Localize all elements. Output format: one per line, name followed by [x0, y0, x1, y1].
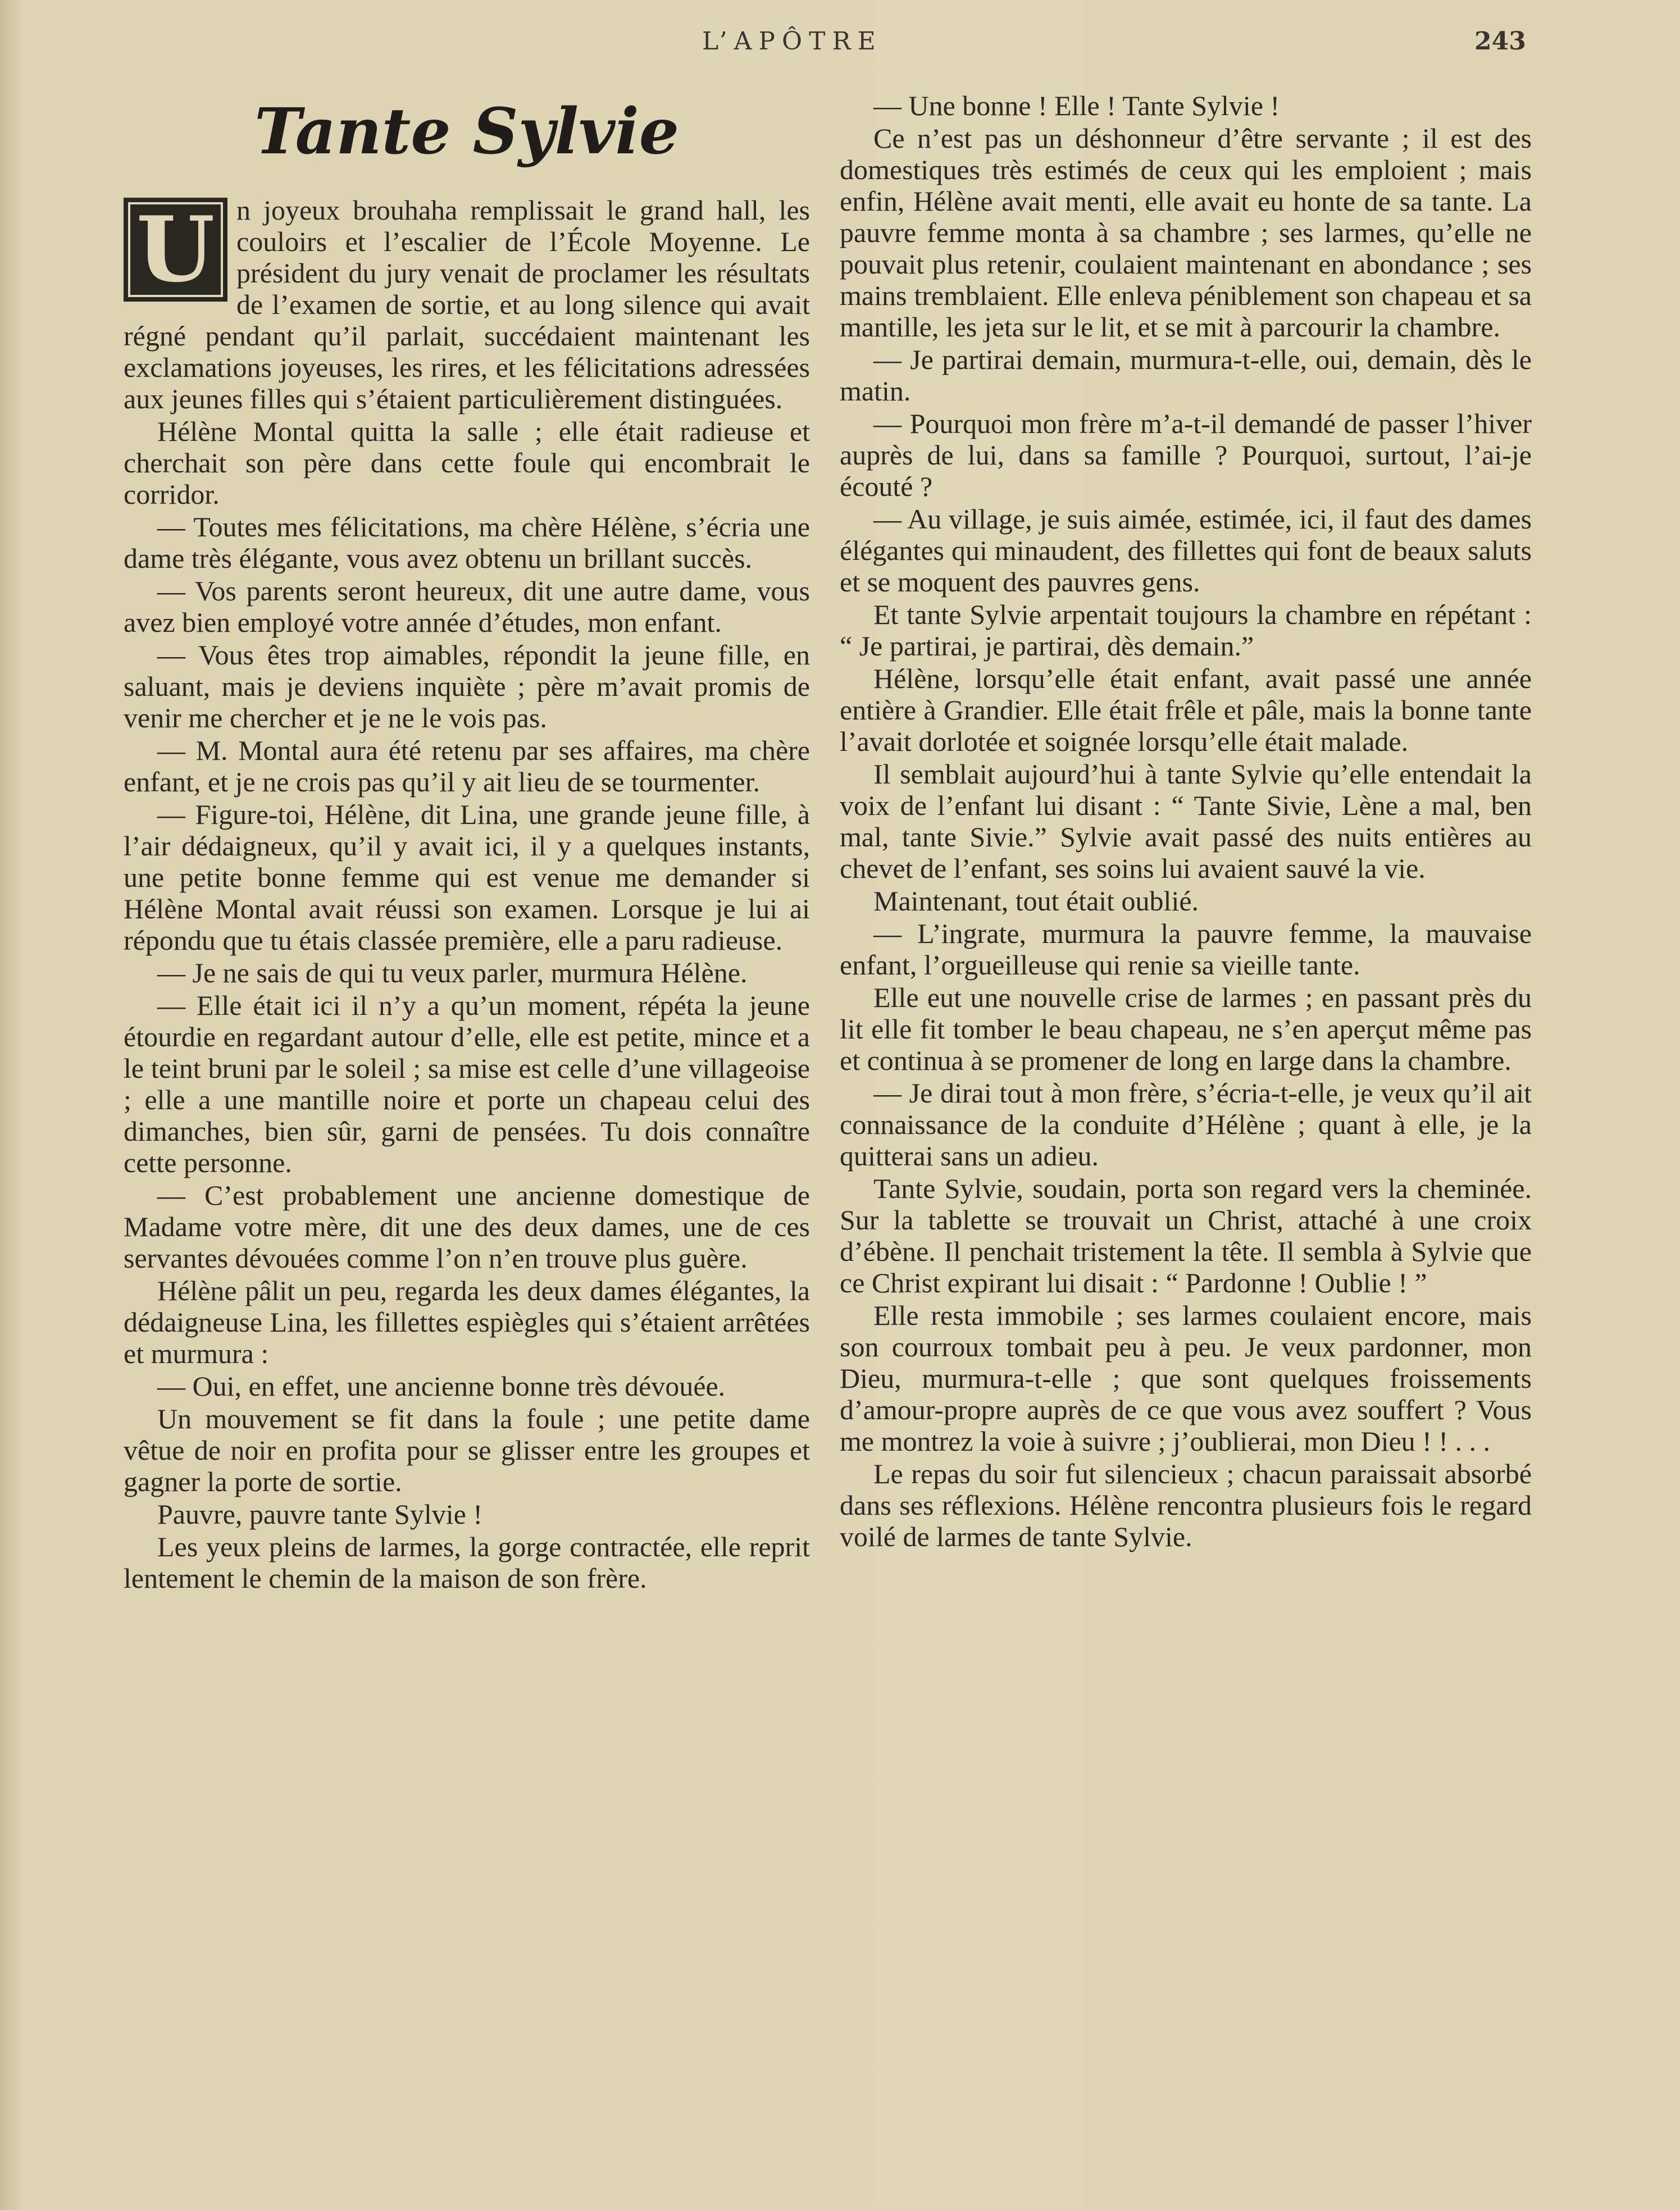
paragraph: Pauvre, pauvre tante Sylvie !	[157, 1498, 482, 1530]
paragraph: Elle resta immobile ; ses larmes coulaient encore, mais son courroux tombait peu à peu. Je veux pardonner, mon Dieu, murmura-t-elle ; que sont quelques froissements d’amour-propre auprès de ce que vous avez souffert ? Vous me montrez la voie à suivre ; j’oublierai, mon Dieu ! ! . . .	[840, 1300, 1532, 1457]
paragraph: Les yeux pleins de larmes, la gorge contractée, elle reprit lentement le chemin de la maison de son frère.	[124, 1531, 810, 1594]
paragraph: Elle eut une nouvelle crise de larmes ; en passant près du lit elle fit tomber le beau chapeau, ne s’en aperçut même pas et continua à se promener de long en large dans la chambre.	[840, 982, 1532, 1076]
paragraph: — C’est probablement une ancienne domestique de Madame votre mère, dit une des deux dames, une de ces servantes dévouées comme l’on n’en trouve plus guère.	[124, 1179, 810, 1274]
paragraph: — Une bonne ! Elle ! Tante Sylvie !	[873, 90, 1280, 121]
paragraph: — Toutes mes félicitations, ma chère Hélène, s’écria une dame très élégante, vous avez obtenu un brillant succès.	[124, 511, 810, 574]
drop-cap-ornament: U	[124, 198, 227, 302]
paragraph: — Pourquoi mon frère m’a-t-il demandé de passer l’hiver auprès de lui, dans sa famille ? Pourquoi, surtout, l’ai-je écouté ?	[840, 408, 1532, 502]
paragraph: Un mouvement se fit dans la foule ; une petite dame vêtue de noir en profita pour se glisser entre les groupes et gagner la porte de sortie.	[124, 1403, 810, 1497]
running-head: L’APÔTRE	[702, 27, 882, 56]
paragraph-text: n joyeux brouhaha remplissait le grand hall, les couloirs et l’escalier de l’École Moyenne. Le président du jury venait de proclamer les résultats de l’examen de sortie, et au long silence qui avait régné pendant qu’il parlait, succédaient maintenant les exclamations joyeuses, les rires, et les félicitations adressées aux jeunes filles qui s’étaient particulièrement distinguées.	[124, 194, 810, 414]
left-column	[124, 90, 810, 1595]
paragraph: Maintenant, tout était oublié.	[873, 885, 1199, 917]
paragraph: Hélène pâlit un peu, regarda les deux dames élégantes, la dédaigneuse Lina, les fillettes espiègles qui s’étaient arrêtées et murmura :	[124, 1275, 810, 1369]
paragraph: — Je ne sais de qui tu veux parler, murmura Hélène.	[157, 957, 748, 988]
paragraph: — L’ingrate, murmura la pauvre femme, la mauvaise enfant, l’orgueilleuse qui renie sa vieille tante.	[840, 918, 1532, 981]
paragraph: Le repas du soir fut silencieux ; chacun paraissait absorbé dans ses réflexions. Hélène rencontra plusieurs fois le regard voilé de larmes de tante Sylvie.	[840, 1458, 1532, 1552]
paragraph: — Au village, je suis aimée, estimée, ici, il faut des dames élégantes qui minaudent, des fillettes qui font de beaux saluts et se moquent des pauvres gens.	[840, 503, 1532, 598]
opening-paragraph	[124, 194, 810, 414]
paragraph: Hélène Montal quitta la salle ; elle était radieuse et cherchait son père dans cette foule qui encombrait le corridor.	[124, 416, 810, 510]
article-title: Tante Sylvie	[254, 95, 679, 168]
page-number: 243	[1474, 27, 1526, 56]
paragraph: — Je partirai demain, murmura-t-elle, oui, demain, dès le matin.	[840, 344, 1532, 407]
paragraph: Ce n’est pas un déshonneur d’être servante ; il est des domestiques très estimés de ceux qui les emploient ; mais enfin, Hélène avait menti, elle avait eu honte de sa tante. La pauvre femme monta à sa chambre ; ses larmes, qu’elle ne pouvait plus retenir, coulaient maintenant en abondance ; ses mains tremblaient. Elle enleva péniblement son chapeau et sa mantille, les jeta sur le lit, et se mit à parcourir la chambre.	[840, 122, 1532, 343]
paragraph: — Figure-toi, Hélène, dit Lina, une grande jeune fille, à l’air dédaigneux, qu’il y avait ici, il y a quelques instants, une petite bonne femme qui est venue me demander si Hélène Montal avait réussi son examen. Lorsque je lui ai répondu que tu étais classée première, elle a paru radieuse.	[124, 799, 810, 956]
paragraph: Tante Sylvie, soudain, porta son regard vers la cheminée. Sur la tablette se trouvait un Christ, attaché à une croix d’ébène. Il penchait tristement la tête. Il sembla à Sylvie que ce Christ expirant lui disait : “ Pardonne ! Oublie ! ”	[840, 1173, 1532, 1298]
paragraph: Et tante Sylvie arpentait toujours la chambre en répétant : “ Je partirai, je partirai, dès demain.”	[840, 599, 1532, 662]
paragraph: Hélène, lorsqu’elle était enfant, avait passé une année entière à Grandier. Elle était frêle et pâle, mais la bonne tante l’avait dorlotée et soignée lorsqu’elle était malade.	[840, 663, 1532, 757]
paragraph: — Vos parents seront heureux, dit une autre dame, vous avez bien employé votre année d’études, mon enfant.	[124, 575, 810, 638]
paragraph: — Je dirai tout à mon frère, s’écria-t-elle, je veux qu’il ait connaissance de la conduite d’Hélène ; quant à elle, je la quitterai sans un adieu.	[840, 1077, 1532, 1172]
right-column	[840, 90, 1532, 1553]
paragraph: — M. Montal aura été retenu par ses affaires, ma chère enfant, et je ne crois pas qu’il y ait lieu de se tourmenter.	[124, 735, 810, 798]
paragraph: — Vous êtes trop aimables, répondit la jeune fille, en saluant, mais je deviens inquiète ; père m’avait promis de venir me chercher et je ne le vois pas.	[124, 639, 810, 733]
paragraph: Il semblait aujourd’hui à tante Sylvie qu’elle entendait la voix de l’enfant lui disant : “ Tante Sivie, Lène a mal, ben mal, tante Sivie.” Sylvie avait passé des nuits entières au chevet de l’enfant, ses soins lui avaient sauvé la vie.	[840, 758, 1532, 884]
paragraph: — Elle était ici il n’y a qu’un moment, répéta la jeune étourdie en regardant autour d’elle, elle est petite, mince et a le teint bruni par le soleil ; sa mise est celle d’une villageoise ; elle a une mantille noire et porte un chapeau celui des dimanches, bien sûr, garni de pensées. Tu dois connaître cette personne.	[124, 990, 810, 1178]
paragraph: — Oui, en effet, une ancienne bonne très dévouée.	[157, 1370, 726, 1402]
